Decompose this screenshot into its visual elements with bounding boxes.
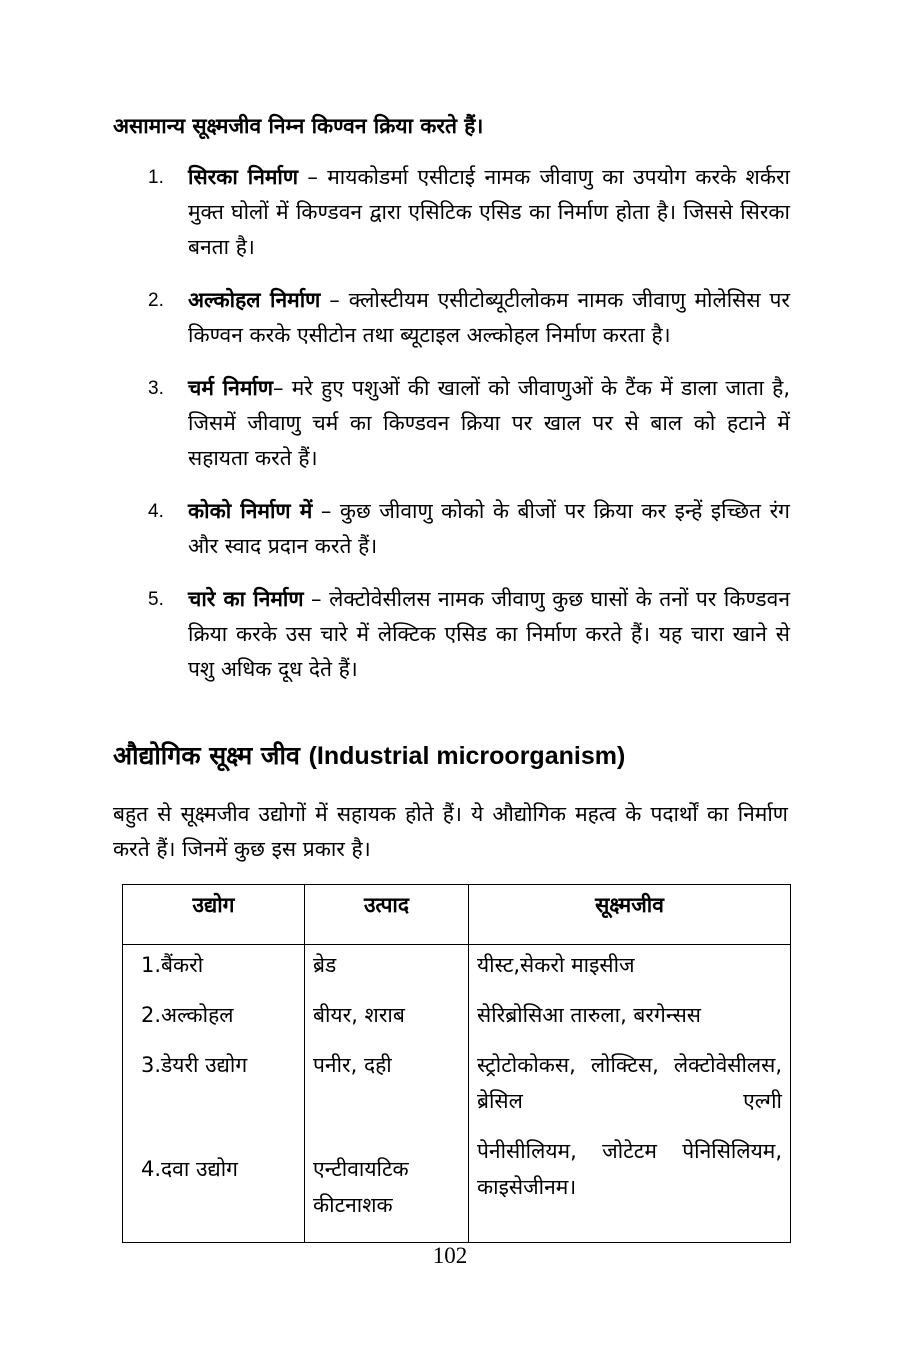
table-cell: 4.दवा उद्योग: [123, 1133, 305, 1243]
intro-line: असामान्य सूक्ष्मजीव निम्न किण्वन क्रिया करते हैं।: [113, 114, 484, 138]
table-row: [123, 945, 791, 997]
section-paragraph: बहुत से सूक्ष्मजीव उद्योगों में सहायक होते हैं। ये औद्योगिक महत्व के पदार्थों का निर्माण करते हैं। जिनमें कुछ इस प्रकार है।: [113, 802, 788, 861]
table-cell: बीयर, शराब: [305, 997, 469, 1047]
list-text: – लेक्टोवेसीलस नामक जीवाणु कुछ घासों के तनों पर किण्डवन क्रिया करके उस चारे में लेक्टिक एसिड का निर्माण करते हैं। यह चारा खाने से पशु अधिक दूध देते हैं।: [188, 587, 790, 681]
section-heading-hindi: औद्योगिक सूक्ष्म जीव: [113, 741, 309, 770]
table-row: [123, 1133, 791, 1243]
table-cell: 3.डेयरी उद्योग: [123, 1047, 305, 1133]
list-term: कोको निर्माण में: [188, 499, 313, 523]
list-number: 2.: [148, 290, 164, 311]
list-number: 4.: [148, 501, 164, 522]
list-item: [148, 371, 790, 476]
table-cell: 2.अल्कोहल: [123, 997, 305, 1047]
table-row: [123, 1047, 791, 1133]
list-term: अल्कोहल निर्माण: [188, 288, 321, 312]
list-item: [148, 283, 790, 353]
section-heading-english: (Industrial microorganism): [308, 742, 626, 770]
table-cell: ब्रेड: [305, 945, 469, 997]
page-number: 102: [432, 1243, 468, 1268]
table-row: [123, 997, 791, 1047]
industry-table: [122, 884, 791, 1243]
table-cell: यीस्ट,सेकरो माइसीज: [469, 945, 791, 997]
list-term: चर्म निर्माण: [188, 376, 274, 400]
list-text: – मरे हुए पशुओं की खालों को जीवाणुओं के टैंक में डाला जाता है, जिसमें जीवाणु चर्म का किण्डवन क्रिया पर खाल पर से बाल को हटाने में सहायता करते हैं।: [188, 376, 790, 470]
table-cell: पेनीसीलियम, जोटेटम पेनिसिलियम, काइसेजीनम।: [469, 1133, 791, 1243]
section-heading: [113, 738, 813, 772]
table-cell: 1.बैंकरो: [123, 945, 305, 997]
table-cell: पनीर, दही: [305, 1047, 469, 1133]
list-item: [148, 582, 790, 687]
list-number: 5.: [148, 589, 164, 610]
list-item: [148, 494, 790, 564]
list-number: 3.: [148, 378, 164, 399]
table-cell: एन्टीवायटिक कीटनाशक: [305, 1133, 469, 1243]
table-header-product: उत्पाद: [305, 885, 469, 945]
list-term: सिरका निर्माण: [188, 165, 299, 189]
table-header-row: [123, 885, 791, 945]
list-text: – मायकोडर्मा एसीटाई नामक जीवाणु का उपयोग करके शर्करा मुक्त घोलों में किण्डवन द्वारा एसिटिक एसिड का निर्माण होता है। जिससे सिरका बनता है।: [188, 165, 790, 259]
list-text: – कुछ जीवाणु कोको के बीजों पर क्रिया कर इन्हें इच्छित रंग और स्वाद प्रदान करते हैं।: [188, 499, 790, 558]
table-header-industry: उद्योग: [123, 885, 305, 945]
list-text: – क्लोस्टीयम एसीटोब्यूटीलोकम नामक जीवाणु मोलेसिस पर किण्वन करके एसीटोन तथा ब्यूटाइल अल्कोहल निर्माण करता है।: [188, 288, 790, 347]
list-number: 1.: [148, 167, 164, 188]
list-term: चारे का निर्माण: [188, 587, 304, 611]
list-item: [148, 160, 790, 265]
table-header-microorganism: सूक्ष्मजीव: [469, 885, 791, 945]
table-cell: स्ट्रोटोकोकस, लोक्टिस, लेक्टोवेसीलस, ब्रेसिल एल्गी: [469, 1047, 791, 1133]
table-cell: सेरिब्रोसिआ तारुला, बरगेन्सस: [469, 997, 791, 1047]
fermentation-list: [148, 160, 790, 705]
